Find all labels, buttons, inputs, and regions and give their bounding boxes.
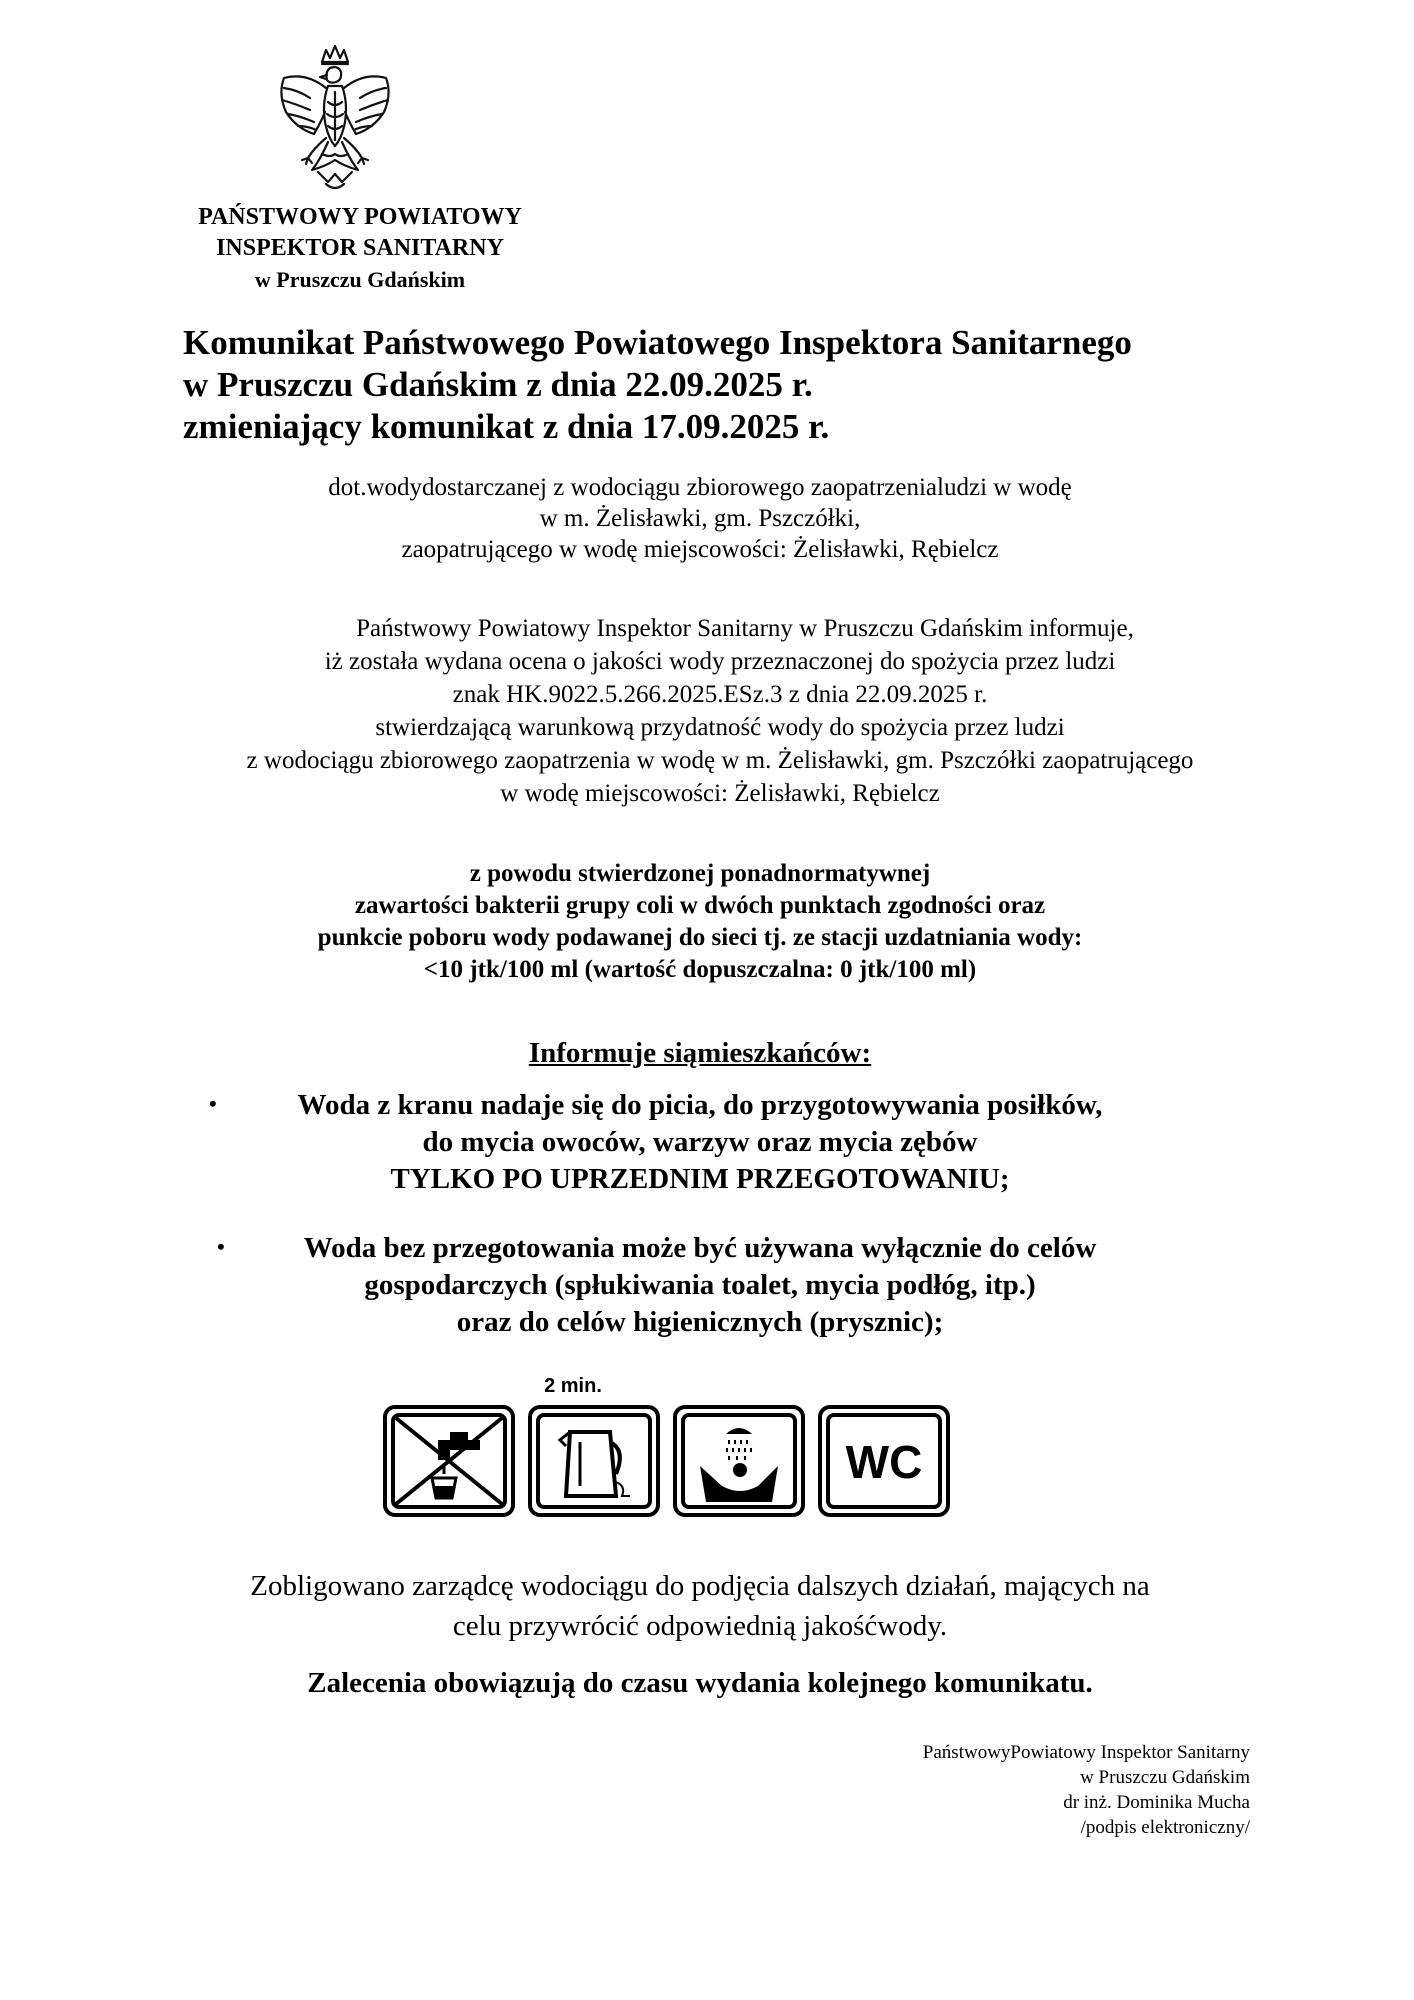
kettle-boil-icon (530, 1375, 658, 1515)
info-line: iż została wydana ocena o jakości wody przeznaczonej do spożycia przez ludzi (324, 648, 1116, 675)
info-line: w wodę miejscowości: Żelisławki, Rębielcz (500, 780, 940, 807)
info-line: Państwowy Powiatowy Inspektor Sanitarny w Pruszczu Gdańskim informuje, (356, 615, 1134, 642)
subject-block (150, 472, 1250, 565)
wc-label: WC (845, 1436, 923, 1488)
wc-icon (820, 1407, 948, 1515)
signature-line: dr inż. Dominika Mucha (1063, 1792, 1250, 1813)
residents-heading (150, 1035, 1250, 1071)
shower-icon (675, 1407, 803, 1515)
no-tap-water-icon (385, 1407, 513, 1515)
signature-line: PaństwowyPowiatowy Inspektor Sanitarny (922, 1742, 1250, 1763)
closing-note (150, 1566, 1250, 1646)
reason-line: <10 jtk/100 ml (wartość dopuszczalna: 0 jtk/100 ml) (423, 956, 977, 983)
bullet-line: Woda z kranu nadaje się do picia, do przygotowywania posiłków, (297, 1089, 1103, 1121)
bullet-line: oraz do celów higienicznych (prysznic); (456, 1306, 944, 1338)
reason-line: zawartości bakterii grupy coli w dwóch punktach zgodności oraz (354, 892, 1046, 919)
institution-name (150, 202, 570, 295)
title-line: zmieniający komunikat z dnia 17.09.2025 r. (183, 407, 830, 446)
institution-line: PAŃSTWOWY POWIATOWY (198, 204, 522, 230)
title-line: w Pruszczu Gdańskim z dnia 22.09.2025 r. (183, 365, 813, 404)
bullet-line: TYLKO PO UPRZEDNIM PRZEGOTOWANIU; (390, 1163, 1010, 1195)
institution-line: w Pruszczu Gdańskim (254, 267, 466, 292)
pictogram-row (380, 1370, 980, 1520)
info-line: znak HK.9022.5.266.2025.ESz.3 z dnia 22.09.2025 r. (452, 681, 988, 708)
info-line: stwierdzającą warunkową przydatność wody do spożycia przez ludzi (375, 714, 1065, 741)
bullet-item (150, 1087, 1250, 1198)
residents-heading-text: Informuje siąmieszkańców: (528, 1037, 872, 1069)
closing-line: celu przywrócić odpowiednią jakośćwody. (452, 1610, 948, 1642)
signature-line: /podpis elektroniczny/ (1080, 1817, 1250, 1838)
subject-line: dot.wodydostarczanej z wodociągu zbiorowego zaopatrzenialudzi w wodę (328, 474, 1072, 501)
bullet-marker: • (209, 1091, 217, 1116)
title-line: Komunikat Państwowego Powiatowego Inspektora Sanitarnego (183, 323, 1132, 362)
info-block (130, 612, 1310, 810)
closing-line: Zobligowano zarządcę wodociągu do podjęcia dalszych działań, mających na (250, 1570, 1150, 1602)
signature-block (830, 1740, 1250, 1840)
reason-line: punkcie poboru wody podawanej do sieci tj. ze stacji uzdatniania wody: (317, 924, 1083, 951)
reason-line: z powodu stwierdzonej ponadnormatywnej (469, 860, 931, 887)
subject-line: w m. Żelisławki, gm. Pszczółki, (539, 505, 861, 532)
polish-eagle-emblem-icon (270, 42, 400, 202)
institution-line: INSPEKTOR SANITARNY (216, 235, 504, 261)
boil-time-label: 2 min. (544, 1375, 602, 1397)
bullet-line: do mycia owoców, warzyw oraz mycia zębów (422, 1126, 978, 1158)
recommendation: Zalecenia obowiązują do czasu wydania kolejnego komunikatu. (307, 1667, 1093, 1699)
document-title (183, 322, 1303, 448)
reason-block (150, 858, 1250, 986)
bullet-marker: • (217, 1234, 225, 1259)
bullet-line: gospodarczych (spłukiwania toalet, mycia podłóg, itp.) (364, 1269, 1036, 1301)
bullet-item (150, 1230, 1250, 1341)
signature-line: w Pruszczu Gdańskim (1080, 1767, 1250, 1788)
info-line: z wodociągu zbiorowego zaopatrzenia w wodę w m. Żelisławki, gm. Pszczółki zaopatrującego (246, 747, 1194, 774)
subject-line: zaopatrującego w wodę miejscowości: Żelisławki, Rębielcz (401, 536, 999, 563)
bullet-line: Woda bez przegotowania może być używana wyłącznie do celów (303, 1232, 1097, 1264)
